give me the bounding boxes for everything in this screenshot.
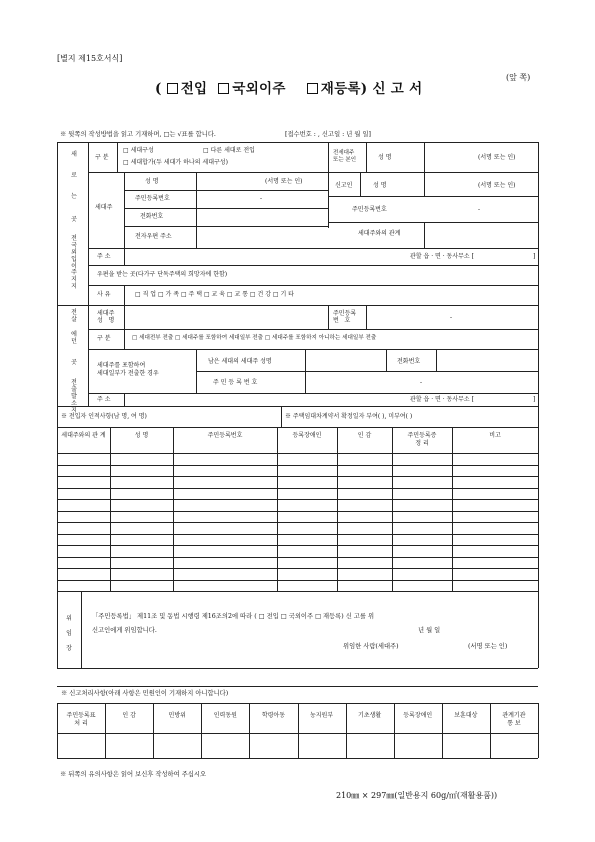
receipt-info: [접수번호 : , 신고일 : 년 월 일] <box>285 131 371 138</box>
reporter-label: 신고인 <box>335 182 353 189</box>
reason-label: 사 유 <box>97 291 111 298</box>
relation-label: 세대주와의 관계 <box>358 230 401 237</box>
old-division-options[interactable]: □ 세대전부 전출 □ 세대주를 포함하여 세대일부 전출 □ 세대주를 포함하지 아니하는 세대일부 전출 <box>132 335 377 341</box>
table-row[interactable] <box>57 545 538 557</box>
old-address-label: 주 소 <box>97 396 111 403</box>
processing-header-cell: 인력동원 <box>213 712 237 719</box>
title-checkbox-reregistration[interactable] <box>307 83 318 94</box>
table-row[interactable] <box>57 476 538 488</box>
form-title <box>155 83 423 97</box>
title-checkbox-move-in[interactable] <box>167 83 178 94</box>
table-row[interactable] <box>57 453 538 465</box>
delegation-signer: 위임한 사람(세대주) <box>343 643 399 650</box>
title-suffix: 신 고 서 <box>372 81 423 97</box>
prev-head-label: 전세대주 또는 본인 <box>333 150 357 163</box>
delegation-side-label: 위 임 장 <box>66 615 72 652</box>
old-rrn-dash: - <box>450 314 453 321</box>
division-label: 구 분 <box>95 154 109 161</box>
title-option-emigration: 국외이주 <box>232 81 286 97</box>
processing-header-cell: 등록장애인 <box>403 712 433 719</box>
delegation-line1: 「주민등록법」 제11조 및 동법 시행령 제16조의2에 따라 ( □ 전입 □ 국외이주 □ 재등록) 신 고를 위 <box>92 613 375 620</box>
head-rrn-label: 주민등록번호 <box>135 195 170 202</box>
movers-count: ※ 전입자 인적사항(남 명, 여 명) <box>61 413 147 420</box>
reporter-sign: (서명 또는 인) <box>478 182 516 189</box>
table-header-cell: 성 명 <box>134 432 149 439</box>
delegation-line2: 신고인에게 위임합니다. <box>92 627 157 634</box>
head-rrn-dash: - <box>260 195 263 202</box>
old-head-label: 세대주 성 명 <box>97 310 115 325</box>
head-sign: (서명 또는 인) <box>265 178 303 185</box>
paper-size: 210㎜ × 297㎜(일반용지 60g/㎡(재활용품)) <box>336 791 498 800</box>
processing-header-cell: 주민등록표 처 리 <box>66 712 96 727</box>
head-label: 세대주 <box>95 204 113 211</box>
processing-header-cell: 인 감 <box>122 712 136 719</box>
new-address-label: 주 소 <box>97 253 111 260</box>
processing-top-line <box>57 703 538 704</box>
processing-header-cell: 민방위 <box>168 712 186 719</box>
table-row[interactable] <box>57 534 538 546</box>
table-header-cell: 인 감 <box>357 432 372 439</box>
table-row[interactable] <box>57 511 538 523</box>
head-phone-label: 전화번호 <box>140 213 164 220</box>
processing-column-line <box>538 703 539 758</box>
processing-header-cell: 학령아동 <box>261 712 286 719</box>
table-row[interactable] <box>57 499 538 511</box>
instructions-text: ※ 뒷쪽의 작성방법을 읽고 기재하며, □는 √표를 합니다. <box>60 131 216 138</box>
reporter-name-label: 성 명 <box>373 182 387 189</box>
table-row[interactable] <box>57 557 538 569</box>
table-header-cell: 주민등록증 정 리 <box>407 432 437 447</box>
old-residence-side-label: 전 살 에 던 곳 전 출 발 소 지 <box>71 309 77 415</box>
footer-note: ※ 뒤쪽의 유의사항은 읽어 보신후 작성하여 주십시오 <box>60 771 207 778</box>
title-open-paren: ( <box>155 81 162 97</box>
processing-header-cell: 농지원부 <box>309 712 334 719</box>
table-header-cell: 세대주와의 관 계 <box>61 432 106 439</box>
head-email-label: 전자우편 주소 <box>135 233 172 240</box>
table-row[interactable] <box>57 465 538 477</box>
table-column-line <box>538 427 539 591</box>
title-option-reregistration: 재등록) <box>320 81 368 97</box>
division-option-other-household[interactable]: □ 다른 세대로 전입 <box>203 147 255 154</box>
division-option-merge[interactable]: □ 세대합가(두 세대가 하나의 세대구성) <box>123 159 228 166</box>
remaining-head-label: 남은 세대의 세대주 성명 <box>208 358 272 365</box>
form-number: [별지 제15호서식] <box>57 54 123 63</box>
table-row[interactable] <box>57 488 538 500</box>
new-residence-side-label-1: 새 로 는 곳 <box>71 151 77 223</box>
reason-options[interactable]: □ 직 업 □ 가 족 □ 주 택 □ 교 육 □ 교 통 □ 건 강 □ 기 타 <box>135 291 294 298</box>
title-checkbox-emigration[interactable] <box>218 83 229 94</box>
delegation-signer-sign: (서명 또는 인) <box>468 643 508 650</box>
new-residence-side-label-2: 전 국 외 입 이 주 지 지 <box>71 235 77 291</box>
partial-move-label: 세대주를 포함하여 세대일부가 전출한 경우 <box>97 362 159 378</box>
division-option-household[interactable]: □ 세대구성 <box>123 147 154 154</box>
people-table <box>57 427 538 591</box>
processing-header-cell: 보훈대상 <box>454 712 478 719</box>
lease-date-status: ※ 주택임대차계약서 확정일자 부여( ), 미부여( ) <box>285 413 413 420</box>
table-header-cell: 비고 <box>489 432 501 439</box>
old-division-label: 구 분 <box>97 335 111 342</box>
processing-header-cell: 관계기관 통 보 <box>502 712 526 727</box>
frame-left-line <box>57 142 58 406</box>
frame-top-line <box>57 142 538 143</box>
processing-bottom-line <box>57 758 538 759</box>
reporter-rrn-dash: - <box>478 206 481 213</box>
side-label-divider <box>88 142 89 406</box>
prev-head-name-label: 성 명 <box>378 154 392 161</box>
processing-title: ※ 신고처리사항(아래 사항은 민원인이 기재하지 아니합니다) <box>61 690 229 697</box>
table-row[interactable] <box>57 522 538 534</box>
table-row[interactable] <box>57 580 538 592</box>
table-header-cell: 등록장애인 <box>292 432 322 439</box>
delegation-date: 년 월 일 <box>418 627 441 634</box>
title-option-move-in: 전입 <box>180 81 208 97</box>
head-name-label: 성 명 <box>145 178 159 185</box>
remaining-rrn-label: 주 민 등 록 번 호 <box>213 379 258 386</box>
page-side-label: (앞 쪽) <box>506 73 531 82</box>
mail-address-label: 우편을 받는 곳(다가구 단독주택의 희망자에 한함) <box>97 271 228 278</box>
remaining-rrn-dash: - <box>420 379 423 386</box>
processing-mid-line <box>57 733 538 734</box>
table-row[interactable] <box>57 568 538 580</box>
new-office-label: 관할 읍 · 면 · 동사무소 [ <box>410 253 474 260</box>
prev-head-sign: (서명 또는 인) <box>478 154 516 161</box>
reporter-rrn-label: 주민등록번호 <box>352 206 387 213</box>
old-rrn-label: 주민등록 번 호 <box>333 310 357 325</box>
remaining-phone-label: 전화번호 <box>397 358 421 365</box>
table-header-cell: 주민등록번호 <box>207 432 243 439</box>
frame-right-line <box>538 142 539 406</box>
processing-table <box>57 703 538 758</box>
processing-header-cell: 기초생활 <box>358 712 382 719</box>
old-office-label: 관할 읍 · 면 · 동사무소 [ <box>410 396 474 403</box>
